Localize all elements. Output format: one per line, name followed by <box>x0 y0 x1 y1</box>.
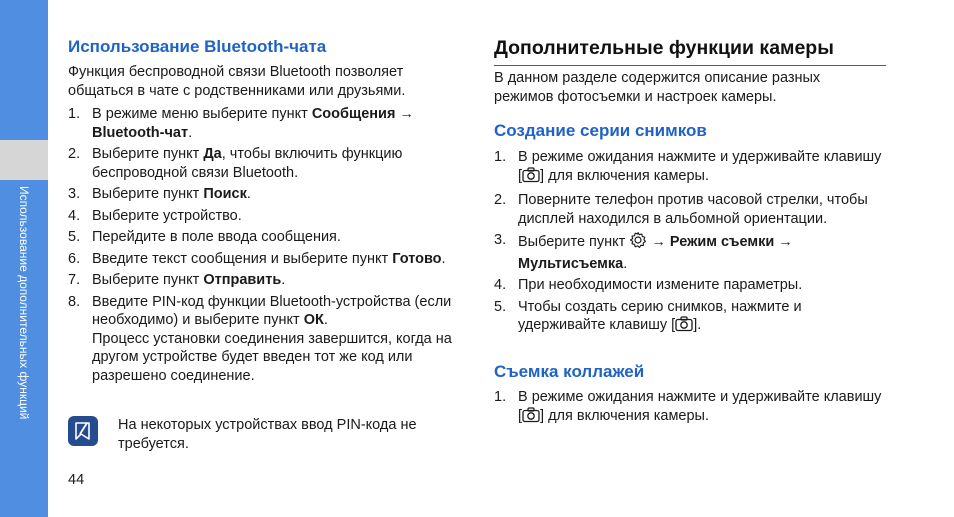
mosaic-shot-steps <box>494 388 886 428</box>
side-tab-label: Использование дополнительных функций <box>17 186 31 420</box>
list-item: 2. Поверните телефон против часовой стрелки, чтобы дисплей находился в альбомной ориентации. <box>494 192 868 227</box>
list-item: 3. Выберите пункт → Режим съемки → Мультисъемка. <box>494 232 793 272</box>
list-item: 1. В режиме ожидания нажмите и удерживайте клавишу [ ] для включения камеры. <box>494 148 886 188</box>
burst-shot-heading: Создание серии снимков <box>494 121 707 140</box>
mosaic-shot-heading: Съемка коллажей <box>494 362 645 381</box>
camera-key-icon <box>522 407 540 429</box>
note-icon <box>68 416 98 446</box>
list-item: 3. Выберите пункт Поиск. <box>68 186 251 202</box>
list-item: 8. Введите PIN-код функции Bluetooth-устройства (если необходимо) и выберите пункт ОК. Процесс установки соединения завершится, когда на другом устройстве будет введен тот же код или разрешено соединение. <box>68 293 452 384</box>
camera-key-icon <box>522 167 540 189</box>
heading-rule <box>494 65 886 66</box>
list-item: 6. Введите текст сообщения и выберите пункт Готово. <box>68 250 446 267</box>
list-item: 4. При необходимости измените параметры. <box>494 277 803 293</box>
burst-shot-steps <box>494 148 886 338</box>
list-item: 2. Выберите пункт Да, чтобы включить функцию беспроводной связи Bluetooth. <box>68 146 403 181</box>
list-item: 5. Перейдите в поле ввода сообщения. <box>68 229 341 245</box>
bluetooth-chat-intro: Функция беспроводной связи Bluetooth позволяет общаться в чате с родственниками или друзьями. <box>68 64 406 99</box>
list-item: 5. Чтобы создать серию снимков, нажмите и удерживайте клавишу [ ]. <box>494 298 886 338</box>
bluetooth-chat-steps <box>68 105 456 385</box>
camera-features-heading: Дополнительные функции камеры <box>494 37 834 59</box>
bluetooth-chat-heading: Использование Bluetooth-чата <box>68 37 327 56</box>
list-item: 1. В режиме ожидания нажмите и удерживайте клавишу [ ] для включения камеры. <box>494 388 886 428</box>
list-item: 4. Выберите устройство. <box>68 207 242 224</box>
side-tab <box>0 0 48 517</box>
list-item: 7. Выберите пункт Отправить. <box>68 272 286 288</box>
tab-marker <box>0 140 48 180</box>
camera-features-intro: В данном разделе содержится описание разных режимов фотосъемки и настроек камеры. <box>494 70 821 105</box>
page-number: 44 <box>68 472 85 488</box>
settings-icon <box>629 231 647 255</box>
note-text: На некоторых устройствах ввод PIN-кода не требуется. <box>118 417 417 452</box>
list-item: 1. В режиме меню выберите пункт Сообщения → Bluetooth-чат. <box>68 106 414 141</box>
camera-key-icon <box>675 316 693 338</box>
note-box <box>68 416 454 454</box>
